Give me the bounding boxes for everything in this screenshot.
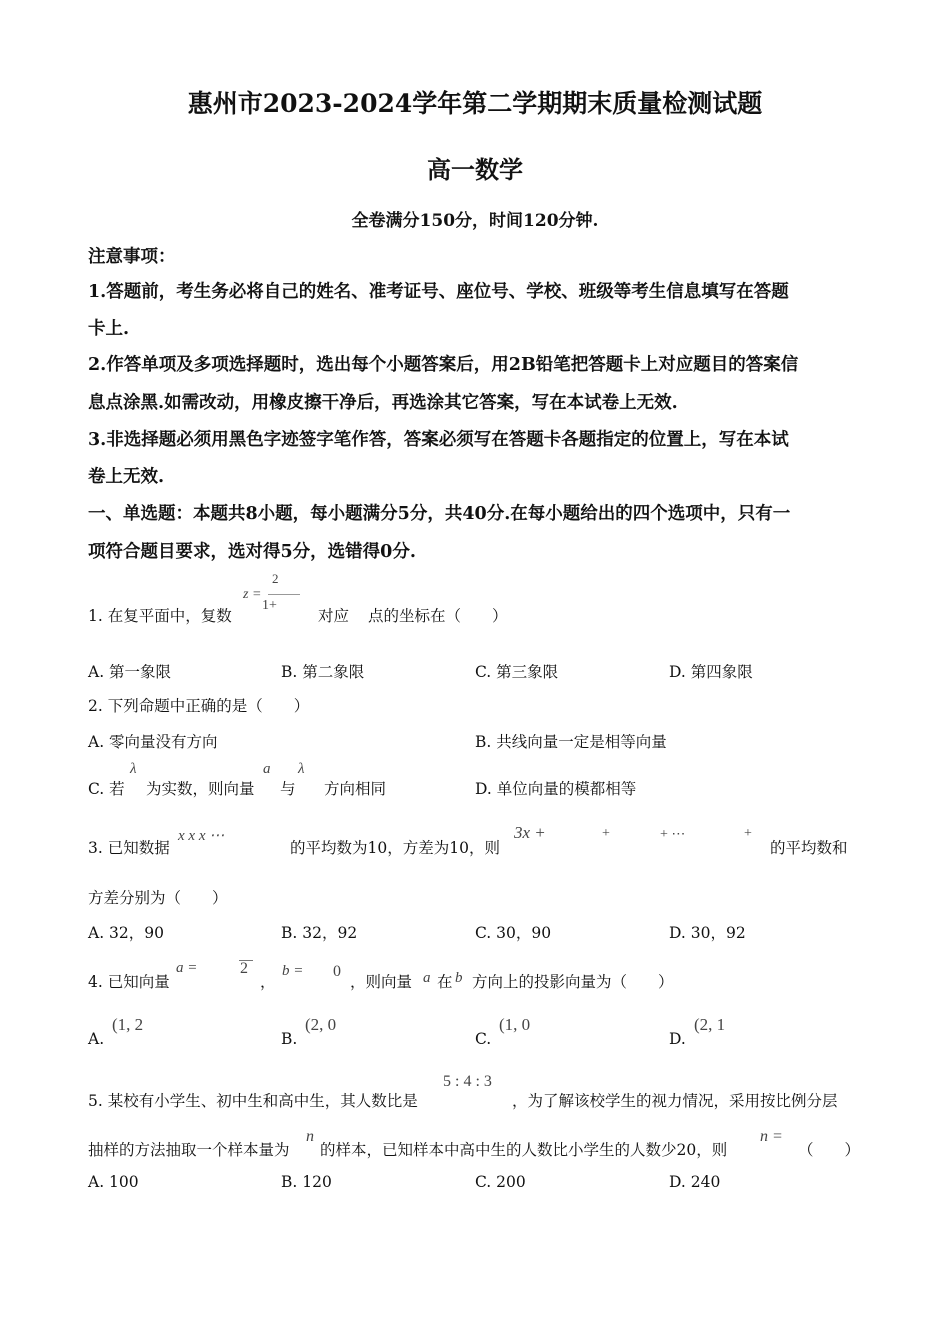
- q4-var-b: b: [455, 970, 463, 986]
- q1-stem-end: 点的坐标在（ ）: [368, 607, 508, 625]
- q5-option-c: C. 200: [475, 1173, 526, 1191]
- q3-option-c: C. 30，90: [475, 924, 552, 942]
- q4-vector-b-def: b =: [282, 963, 304, 979]
- q5-answer-paren: （ ）: [798, 1141, 861, 1159]
- q2-lambda-a: λ: [298, 761, 305, 777]
- q4-vector-a-value: 2: [240, 960, 248, 977]
- q1-math-denominator: 1+: [262, 598, 277, 613]
- q1-stem-mid: 对应: [318, 607, 350, 625]
- q1-option-a: A. 第一象限: [88, 663, 172, 681]
- q4-option-b-value: (2, 0: [305, 1015, 337, 1034]
- q4-option-c-label: C.: [475, 1030, 492, 1048]
- q3-option-d: D. 30，92: [669, 924, 746, 942]
- q2-option-a: A. 零向量没有方向: [88, 733, 218, 751]
- q1-math-numerator: 2: [272, 571, 279, 586]
- section-1-instructions-cont: 项符合题目要求，选对得5分，选错得0分.: [88, 542, 416, 562]
- q3-stem-mid: 的平均数为10，方差为10，则: [290, 839, 500, 857]
- q2-option-c-mid: 为实数，则向量: [146, 780, 255, 798]
- q2-stem: 2. 下列命题中正确的是（ ）: [88, 697, 310, 715]
- q5-stem: 5. 某校有小学生、初中生和高中生，其人数比是: [88, 1092, 418, 1110]
- q4-comma: ，: [260, 973, 276, 991]
- q4-option-a-label: A.: [88, 1030, 105, 1048]
- q2-option-b: B. 共线向量一定是相等向量: [475, 733, 667, 751]
- q5-option-a: A. 100: [88, 1173, 139, 1191]
- q2-option-d: D. 单位向量的模都相等: [475, 780, 637, 798]
- q4-sqrt-bar: [239, 960, 253, 961]
- q3-math-expr-4: +: [744, 826, 752, 841]
- exam-info: 全卷满分150分，时间120分钟.: [351, 211, 599, 231]
- q1-option-b: B. 第二象限: [281, 663, 365, 681]
- q3-stem: 3. 已知数据: [88, 839, 170, 857]
- q2-option-c: C. 若: [88, 780, 125, 798]
- q4-option-d-label: D.: [669, 1030, 686, 1048]
- section-1-instructions: 一、单选题：本题共8小题，每小题满分5分，共40分.在每小题给出的四个选项中，只有一: [88, 504, 791, 524]
- notice-item-1: 1.答题前，考生务必将自己的姓名、准考证号、座位号、学校、班级等考生信息填写在答题: [88, 282, 789, 302]
- q4-option-b-label: B.: [281, 1030, 298, 1048]
- q3-option-a: A. 32，90: [88, 924, 164, 942]
- q4-stem-mid: ，则向量: [350, 973, 413, 991]
- q4-stem-end: 方向上的投影向量为（ ）: [472, 973, 674, 991]
- q2-vector-a: a: [263, 761, 271, 777]
- q3-math-expr-3: + ⋯: [660, 827, 686, 842]
- q5-stem-end: ，为了解该校学生的视力情况，采用按比例分层: [512, 1092, 838, 1110]
- q1-stem: 1. 在复平面中，复数: [88, 607, 232, 625]
- q3-stem-line-2: 方差分别为（ ）: [88, 889, 228, 907]
- q5-ratio: 5 : 4 : 3: [443, 1073, 492, 1090]
- q4-stem: 4. 已知向量: [88, 973, 170, 991]
- notice-heading: 注意事项：: [88, 247, 176, 267]
- notice-item-2-cont: 息点涂黑.如需改动，用橡皮擦干净后，再选涂其它答案，写在本试卷上无效.: [88, 393, 678, 413]
- q4-option-d-value: (2, 1: [694, 1015, 726, 1034]
- q3-stem-end: 的平均数和: [770, 839, 848, 857]
- q3-option-b: B. 32，92: [281, 924, 358, 942]
- q5-stem-line-2-mid: 的样本，已知样本中高中生的人数比小学生的人数少20，则: [320, 1141, 728, 1159]
- exam-title: 惠州市2023-2024学年第二学期期末质量检测试题: [187, 89, 763, 118]
- q4-option-a-value: (1, 2: [112, 1015, 144, 1034]
- q1-math-z: z =: [243, 587, 262, 602]
- q4-var-a: a: [423, 970, 431, 986]
- q2-option-c-end: 方向相同: [324, 780, 387, 798]
- q5-stem-line-2: 抽样的方法抽取一个样本量为: [88, 1141, 290, 1159]
- q3-math-expr-1: 3x +: [514, 823, 546, 842]
- q5-option-d: D. 240: [669, 1173, 721, 1191]
- notice-item-2: 2.作答单项及多项选择题时，选出每个小题答案后，用2B铅笔把答题卡上对应题目的答案信: [88, 355, 799, 375]
- q2-option-c-and: 与: [280, 780, 296, 798]
- q2-lambda: λ: [130, 761, 137, 777]
- notice-item-3: 3.非选择题必须用黑色字迹签字笔作答，答案必须写在答题卡各题指定的位置上，写在本试: [88, 430, 789, 450]
- q5-var-n: n: [306, 1128, 314, 1145]
- notice-item-3-cont: 卷上无效.: [88, 467, 165, 487]
- q4-vector-b-value: 0: [333, 963, 341, 980]
- subject-title: 高一数学: [427, 155, 523, 184]
- q4-stem-mid-2: 在: [437, 973, 453, 991]
- q1-fraction-bar: [268, 594, 300, 595]
- q5-n-equals: n =: [760, 1128, 783, 1145]
- q3-math-expr-2: +: [602, 826, 610, 841]
- q1-option-c: C. 第三象限: [475, 663, 559, 681]
- notice-item-1-cont: 卡上.: [88, 319, 130, 339]
- q3-math-data: x x x ⋯: [178, 828, 225, 844]
- q4-vector-a-def: a =: [176, 960, 198, 976]
- q5-option-b: B. 120: [281, 1173, 332, 1191]
- q4-option-c-value: (1, 0: [499, 1015, 531, 1034]
- q1-option-d: D. 第四象限: [669, 663, 753, 681]
